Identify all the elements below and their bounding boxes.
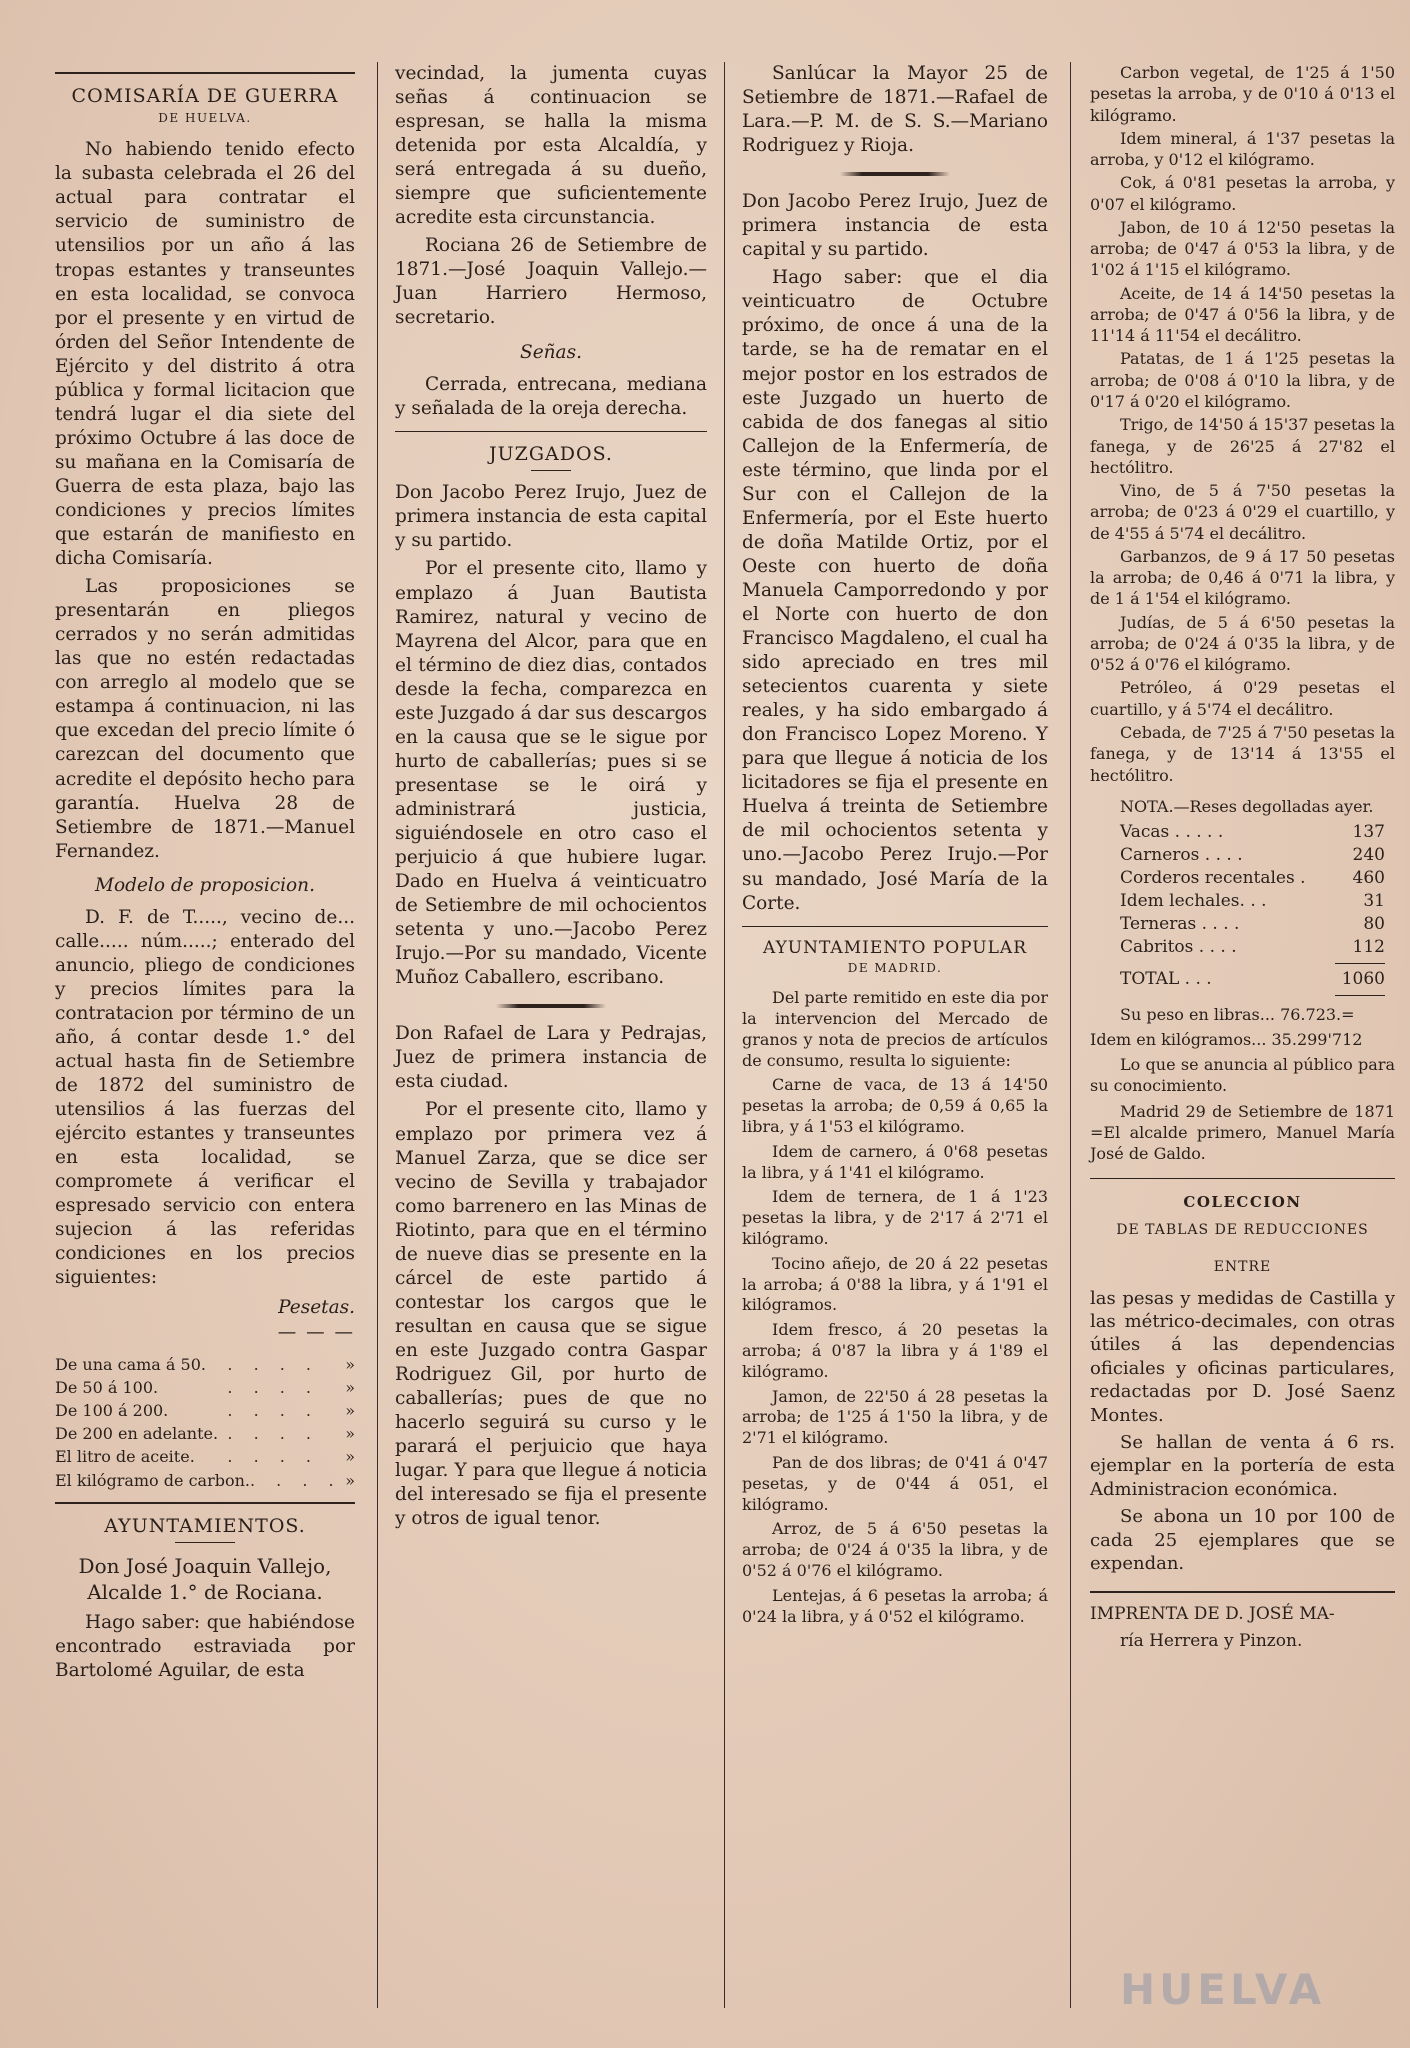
- reses-count: 460: [1352, 867, 1385, 888]
- price-list: [55, 1353, 355, 1492]
- dot-leader: . . . .: [227, 1447, 319, 1467]
- price-row: [55, 1422, 355, 1445]
- nota-heading: NOTA.—Reses degolladas ayer.: [1120, 796, 1374, 816]
- market-price-item: Pan de dos libras; de 0'41 á 0'47 pesetas, y de 0'44 á 051, el kilógramo.: [742, 1453, 1048, 1514]
- market-price-item: Jabon, de 10 á 12'50 pesetas la arroba; de 0'47 á 0'53 la libra, y de 1'02 á 1'15 el kilógramo.: [1090, 217, 1395, 280]
- market-prices-list: [742, 1075, 1048, 1627]
- emplazo-paragraph: Por el presente cito, llamo y emplazo á Juan Bautista Ramirez, natural y vecino de Mayrena del Alcor, para que en el término de diez dias, contados desde la fecha, comparezca en este Juzgado á dar sus descargos en la causa que se le sigue por hurto de caballerías; pues si se presentase se le oirá y administrará justicia, siguiéndosele en otro caso el perjuicio á que hubiere lugar. Dado en Huelva á veinticuatro de Setiembre de mil ochocientos setenta y uno.—Jacobo Perez Irujo.—Por su mandado, Vicente Muñoz Caballero, escribano.: [395, 558, 707, 989]
- alcalde-name: Don José Joaquin Vallejo, Alcalde 1.° de Rociana.: [78, 1554, 332, 1605]
- dot-leader: . . . .: [249, 1470, 342, 1490]
- modelo-heading: Modelo de proposicion.: [95, 874, 315, 896]
- comisaria-heading: COMISARÍA DE GUERRA: [71, 85, 339, 107]
- market-price-item: Petróleo, á 0'29 pesetas el cuartillo, y á 5'74 el decálitro.: [1090, 678, 1395, 719]
- price-row-mark: »: [345, 1424, 355, 1444]
- reses-list: [1090, 821, 1395, 959]
- imprenta-line-1: IMPRENTA DE D. JOSÉ MA-: [1090, 1604, 1335, 1625]
- madrid-signature: Madrid 29 de Setiembre de 1871 =El alcalde primero, Manuel María José de Galdo.: [1090, 1101, 1395, 1164]
- top-rule: [55, 72, 355, 74]
- ayuntamientos-heading: AYUNTAMIENTOS.: [104, 1514, 306, 1537]
- market-price-item: Cebada, de 7'25 á 7'50 pesetas la fanega, y de 13'14 á 13'55 el hectólitro.: [1090, 722, 1395, 785]
- reses-count: 31: [1363, 890, 1385, 911]
- market-price-item: Idem mineral, á 1'37 pesetas la arroba, y 0'12 el kilógramo.: [1090, 128, 1395, 170]
- reses-row: [1120, 867, 1385, 890]
- archive-watermark-stamp: HUELVA: [1120, 1965, 1326, 2014]
- ornament-rule: [840, 172, 950, 176]
- reses-row: [1120, 913, 1385, 936]
- total-rule-2: [1335, 995, 1385, 996]
- price-row-label: De 100 á 200.: [55, 1400, 169, 1420]
- market-prices-list-2: [1090, 62, 1395, 786]
- reses-label: Vacas . . . . .: [1120, 822, 1224, 843]
- price-row-mark: »: [345, 1400, 355, 1420]
- total-value: 1060: [1341, 968, 1385, 989]
- market-price-item: Jamon, de 22'50 á 28 pesetas la arroba; de 1'25 á 1'50 la libra, y de 2'71 el kilógramo.: [742, 1386, 1048, 1448]
- reses-count: 137: [1352, 822, 1385, 843]
- reses-label: Idem lechales. . .: [1120, 890, 1267, 911]
- market-price-item: Garbanzos, de 9 á 17 50 pesetas la arroba; de 0,46 á 0'71 la libra, y de 1 á 1'54 el kilógramo.: [1090, 546, 1395, 609]
- section-rule: [742, 926, 1048, 927]
- reses-label: Carneros . . . .: [1120, 844, 1243, 865]
- dot-leader: . . . .: [227, 1424, 319, 1444]
- juez-name-2: Don Rafael de Lara y Pedrajas, Juez de primera instancia de esta ciudad.: [395, 1023, 707, 1093]
- reses-label: Terneras . . . .: [1120, 913, 1240, 934]
- jumenta-paragraph: vecindad, la jumenta cuyas señas á continuacion se espresan, se halla la misma detenida por esta Alcaldía, y será entregada á su dueño, siempre que suficientemente acredite esta circunstancia.: [395, 63, 707, 229]
- section-rule: [395, 431, 707, 432]
- comisaria-paragraph: No habiendo tenido efecto la subasta celebrada el 26 del actual para contratar el servicio de suministro de utensilios por un año á las tropas estantes y transeuntes en esta localidad, se convoca por el presente y en virtud de órden del Señor Intendente de Ejército y del distrito á otra pública y formal licitacion que tendrá lugar el dia siete del próximo Octubre á las doce de su mañana en la Comisaría de Guerra de esta plaza, bajo las condiciones y precios límites que estarán de manifiesto en dicha Comisaría.: [55, 139, 355, 570]
- proposiciones-paragraph: Las proposiciones se presentarán en pliegos cerrados y no serán admitidas las que no estén redactadas con arreglo al modelo que se estampa á continuacion, ni las que excedan del precio límite ó carezcan del documento que acredite el depósito hecho para garantía. Huelva 28 de Setiembre de 1871.—Manuel Fernandez.: [55, 576, 355, 862]
- price-row-mark: »: [345, 1447, 355, 1467]
- section-rule: [55, 1502, 355, 1504]
- price-row: [55, 1445, 355, 1468]
- coleccion-heading: COLECCION: [1183, 1193, 1302, 1212]
- price-row: [55, 1353, 355, 1376]
- price-row-label: De 200 en adelante.: [55, 1424, 219, 1444]
- market-price-item: Aceite, de 14 á 14'50 pesetas la arroba; de 0'47 á 0'56 la libra, y de 11'14 á 11'54 el decálitro.: [1090, 283, 1395, 346]
- modelo-paragraph: D. F. de T....., vecino de... calle..... núm.....; enterado del anuncio, pliego de condiciones y precios límites para la contratacion por término de un año, á contar desde 1.° del actual hasta fin de Setiembre de 1872 del suministro de utensilios á las fuerzas del ejército estantes y transeuntes en esta localidad, se compromete á verificar el espresado servicio con entera sujecion á las referidas condiciones en los precios siguientes:: [55, 906, 355, 1289]
- market-price-item: Tocino añejo, de 20 á 22 pesetas la arroba; á 0'88 la libra, y á 1'91 el kilógramos.: [742, 1253, 1048, 1315]
- column-4: [1090, 62, 1395, 2008]
- market-price-item: Idem de ternera, de 1 á 1'23 pesetas la libra, y de 2'17 á 2'71 el kilógramo.: [742, 1187, 1048, 1249]
- market-price-item: Idem de carnero, á 0'68 pesetas la libra, y á 1'41 el kilógramo.: [742, 1141, 1048, 1182]
- pesetas-dash: — — —: [277, 1321, 355, 1343]
- section-rule: [1090, 1591, 1395, 1593]
- reses-count: 240: [1352, 844, 1385, 865]
- market-price-item: Carne de vaca, de 13 á 14'50 pesetas la arroba; de 0,59 á 0,65 la libra, y á 1'53 el kilógramo.: [742, 1075, 1048, 1137]
- reses-row: [1120, 844, 1385, 867]
- column-rule: [377, 62, 378, 2008]
- dot-leader: . . . .: [227, 1400, 319, 1420]
- reses-row: [1120, 890, 1385, 913]
- peso-libras: Su peso en libras... 76.723.=: [1120, 1004, 1355, 1024]
- juzgados-heading: JUZGADOS.: [489, 442, 613, 465]
- dot-leader: . . . .: [227, 1354, 319, 1374]
- short-rule: [175, 1542, 235, 1543]
- imprenta-line-2: ría Herrera y Pinzon.: [1120, 1630, 1303, 1651]
- column-rule: [1070, 62, 1071, 2008]
- coleccion-paragraph: las pesas y medidas de Castilla y las métrico-decimales, con otras útiles á las dependencias oficiales y oficinas particulares, redactadas por D. José Saenz Montes.: [1090, 1287, 1395, 1426]
- price-row-mark: »: [345, 1377, 355, 1397]
- column-3: [742, 62, 1048, 2008]
- venta-paragraph: Se hallan de venta á 6 rs. ejemplar en la portería de esta Administracion económica.: [1090, 1431, 1395, 1500]
- juez-name: Don Jacobo Perez Irujo, Juez de primera instancia de esta capital y su partido.: [395, 482, 707, 552]
- coleccion-subheading: DE TABLAS DE REDUCCIONES: [1116, 1222, 1369, 1239]
- market-price-item: Trigo, de 14'50 á 15'37 pesetas la fanega, y de 26'25 á 27'82 el hectólitro.: [1090, 415, 1395, 477]
- comisaria-subheading: DE HUELVA.: [158, 110, 252, 125]
- market-price-item: Judías, de 5 á 6'50 pesetas la arroba; de 0'24 á 0'35 la libra, y de 0'52 á 0'76 el kilógramo.: [1090, 612, 1395, 675]
- column-1: [55, 62, 355, 2008]
- market-price-item: Cok, á 0'81 pesetas la arroba, y 0'07 el kilógramo.: [1090, 173, 1395, 214]
- price-row-label: De una cama á 50.: [55, 1354, 206, 1374]
- price-row: [55, 1469, 355, 1492]
- market-price-item: Arroz, de 5 á 6'50 pesetas la arroba; de 0'24 á 0'35 la libra, y de 0'52 á 0'76 el kilógramo.: [742, 1519, 1048, 1580]
- price-row-mark: »: [345, 1470, 355, 1490]
- juez-name-3: Don Jacobo Perez Irujo, Juez de primera instancia de esta capital y su partido.: [742, 191, 1048, 261]
- entre-label: ENTRE: [1213, 1259, 1272, 1275]
- ayuntamiento-popular-heading: AYUNTAMIENTO POPULAR: [763, 937, 1027, 958]
- price-row-mark: »: [345, 1354, 355, 1374]
- price-row-label: El kilógramo de carbon.: [55, 1470, 250, 1490]
- price-row-label: De 50 á 100.: [55, 1377, 159, 1397]
- column-rule: [724, 62, 725, 2008]
- parte-paragraph: Del parte remitido en este dia por la intervencion del Mercado de granos y nota de precios de artículos de consumo, resulta lo siguiente:: [742, 988, 1048, 1070]
- reses-count: 112: [1352, 936, 1385, 957]
- anuncio-publico: Lo que se anuncia al público para su conocimiento.: [1090, 1055, 1395, 1096]
- ornament-rule: [496, 1004, 606, 1008]
- reses-label: Corderos recentales .: [1120, 867, 1306, 888]
- dot-leader: . . . .: [227, 1377, 319, 1397]
- price-row: [55, 1376, 355, 1399]
- peso-kilogramos: Idem en kilógramos... 35.299'712: [1090, 1029, 1363, 1049]
- market-price-item: Vino, de 5 á 7'50 pesetas la arroba; de 0'23 á 0'29 el cuartillo, y de 4'55 á 5'74 el decálitro.: [1090, 481, 1395, 543]
- sanlucar-signature: Sanlúcar la Mayor 25 de Setiembre de 1871.—Rafael de Lara.—P. M. de S. S.—Mariano Rodriguez y Rioja.: [742, 63, 1048, 157]
- total-label: TOTAL . . .: [1120, 968, 1212, 989]
- reses-count: 80: [1363, 913, 1385, 934]
- reses-label: Cabritos . . . .: [1120, 936, 1237, 957]
- total-row: [1120, 968, 1385, 991]
- hago-saber-paragraph: Hago saber: que habiéndose encontrado estraviada por Bartolomé Aguilar, de esta: [55, 1612, 355, 1682]
- market-price-item: Idem fresco, á 20 pesetas la arroba; á 0'87 la libra y á 1'89 el kilógramo.: [742, 1320, 1048, 1381]
- zarza-paragraph: Por el presente cito, llamo y emplazo por primera vez á Manuel Zarza, que se dice ser vecino de Sevilla y trabajador como barrenero en las Minas de Riotinto, para que en el término de nueve dias se presente en la cárcel de este partido á contestar los cargos que le resultan en causa que se sigue en este Juzgado contra Gaspar Rodriguez Gil, por hurto de caballerías; pues de que no hacerlo seguirá su curso y le parará el perjuicio que haya lugar. Y para que llegue á noticia del interesado se fija el presente y otros de igual tenor.: [395, 1099, 707, 1530]
- short-rule: [531, 470, 571, 471]
- pesetas-label: Pesetas.: [278, 1297, 355, 1319]
- market-price-item: Lentejas, á 6 pesetas la arroba; á 0'24 la libra, y á 0'52 el kilógramo.: [742, 1585, 1048, 1626]
- madrid-subheading: DE MADRID.: [847, 960, 943, 975]
- column-2: [395, 62, 707, 2008]
- remate-paragraph: Hago saber: que el dia veinticuatro de Octubre próximo, de once á una de la tarde, se ha de rematar en el mejor postor en los estrados de este Juzgado un huerto de cabida de dos fanegas al sitio Callejon de la Enfermería, de este término, que linda por el Sur con el Callejon de la Enfermería, por el Este huerto de doña Matilde Ortiz, por el Oeste con huerto de doña Manuela Camporredondo y por el Norte con huerto de don Francisco Magdaleno, el cual ha sido apreciado en tres mil setecientos cuarenta y siete reales, y ha sido embargado á don Francisco Lopez Moreno. Y para que llegue á noticia de los licitadores se fija el presente en Huelva á treinta de Setiembre de mil ochocientos setenta y uno.—Jacobo Perez Irujo.—Por su mandado, José María de la Corte.: [742, 267, 1048, 914]
- reses-row: [1120, 821, 1385, 844]
- price-row: [55, 1399, 355, 1422]
- section-rule: [1090, 1178, 1395, 1179]
- abona-paragraph: Se abona un 10 por 100 de cada 25 ejemplares que se expendan.: [1090, 1506, 1395, 1574]
- total-rule: [1335, 963, 1385, 964]
- senas-paragraph: Cerrada, entrecana, mediana y señalada de la oreja derecha.: [395, 373, 707, 419]
- senas-heading: Señas.: [520, 341, 582, 363]
- price-row-label: El litro de aceite.: [55, 1447, 195, 1467]
- market-price-item: Patatas, de 1 á 1'25 pesetas la arroba; de 0'08 á 0'10 la libra, y de 0'17 á 0'20 el kilógramo.: [1090, 349, 1395, 411]
- rociana-signature: Rociana 26 de Setiembre de 1871.—José Joaquin Vallejo.—Juan Harriero Hermoso, secretario.: [395, 235, 707, 329]
- reses-row: [1120, 936, 1385, 959]
- market-price-item: Carbon vegetal, de 1'25 á 1'50 pesetas la arroba, y de 0'10 á 0'13 el kilógramo.: [1090, 63, 1395, 125]
